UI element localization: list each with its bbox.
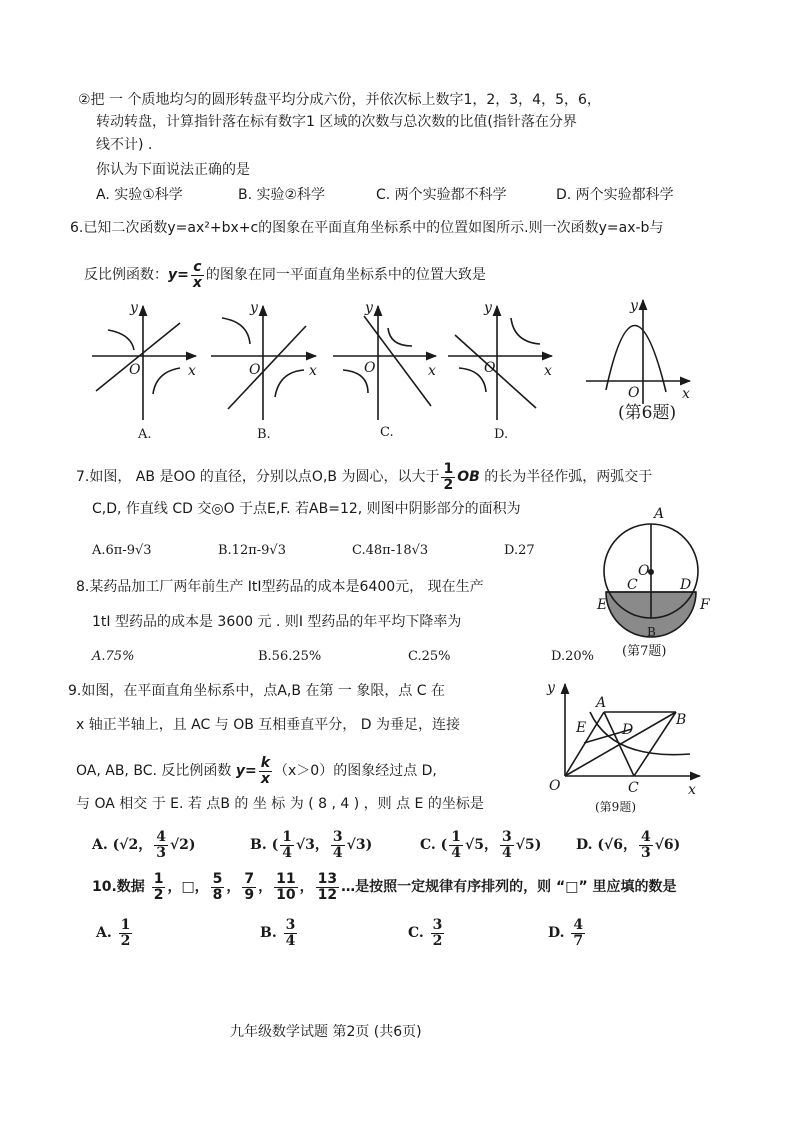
q5-option-c: C. 两个实验都不科学: [376, 187, 507, 203]
q7-label-o: O: [638, 563, 650, 579]
q9-caption: (第9题): [595, 800, 636, 814]
q10-option-b: B. $\frac{3}{4}$: [260, 917, 296, 949]
q9-label-d: D: [622, 722, 634, 738]
fraction-half: $\frac{1}{2}$: [443, 461, 454, 493]
q9-label-y: y: [547, 680, 555, 696]
q9-line2: x 轴正半轴上，且 AC 与 OB 互相垂直平分， D 为垂足，连接: [76, 717, 460, 733]
q9-label-e: E: [576, 720, 587, 736]
parabola-y: y: [630, 298, 638, 314]
q9-label-o: O: [549, 778, 561, 794]
seq-item-3: $\frac{5}{8}$: [212, 871, 223, 903]
q9-label-c: C: [628, 780, 639, 796]
q7-label-a: A: [654, 506, 665, 522]
page-footer: 九年级数学试题 第2页 (共6页): [230, 1024, 422, 1040]
graph-a-label: A.: [138, 427, 152, 442]
seq-item-6: $\frac{13}{12}$: [317, 871, 338, 903]
q9-label-x: x: [688, 782, 696, 798]
q9-line4: 与 OA 相交 于 E. 若 点B 的 坐 标 为 ( 8 , 4 ) ，则 点 E 的坐标是: [76, 796, 484, 812]
q7-option-d: D.27: [504, 543, 535, 558]
q5-experiment2-line1: ②把 一 个质地均匀的圆形转盘平均分成六份，并依次标上数字1，2，3，4，5，6，: [78, 92, 601, 108]
graph-b-origin: O: [249, 362, 261, 378]
q7-line1: 7.如图， AB 是OO 的直径，分别以点O,B 为圆心，以大于 $\frac{1}{2}$ OB 的长为半径作弧，两弧交于: [76, 461, 653, 493]
graph-a-y: y: [130, 300, 138, 316]
q8-line2: 1tI 型药品的成本是 3600 元 . 则I 型药品的年平均下降率为: [92, 614, 462, 630]
graph-b-label: B.: [257, 427, 271, 442]
graph-d-label: D.: [494, 427, 509, 442]
graph-c-x: x: [428, 363, 436, 379]
q6-line1: 6.已知二次函数y=ax²+bx+c的图象在平面直角坐标系中的位置如图所示.则一次函数y=ax-b与: [70, 220, 664, 236]
seq-item-1: $\frac{1}{2}$: [153, 871, 164, 903]
q10-option-a: A. $\frac{1}{2}$: [96, 917, 131, 949]
graph-c-origin: O: [364, 360, 376, 376]
q5-option-a: A. 实验①科学: [96, 187, 183, 203]
graph-d-origin: O: [484, 360, 496, 376]
seq-item-blank: □: [181, 879, 195, 896]
fraction-c-over-x: $\frac{c}{x}$: [192, 259, 202, 291]
q10-sequence: 10.数据 $\frac{1}{2}$ ，□， $\frac{5}{8}$ ， $\frac{7}{9}$ ， $\frac{11}{10}$ ， $\frac{13}{12}$ …是按照一定规律有序排列的，则 “□” 里应填的数是: [92, 871, 677, 903]
q8-option-d: D.20%: [551, 649, 594, 664]
q5-option-b: B. 实验②科学: [238, 187, 326, 203]
parabola-origin: O: [628, 385, 640, 401]
q5-prompt: 你认为下面说法正确的是: [96, 162, 250, 178]
q7-label-f: F: [700, 597, 710, 613]
q7-label-d: D: [680, 577, 692, 593]
q9-line3: OA, AB, BC. 反比例函数 y= $\frac{k}{x}$ （x＞0）的图象经过点 D,: [76, 755, 437, 787]
seq-item-5: $\frac{11}{10}$: [276, 871, 296, 903]
q7-option-c: C.48π-18√3: [352, 543, 429, 558]
q7-option-a: A.6π-9√3: [92, 543, 152, 558]
q6-caption: (第6题): [618, 403, 677, 423]
graph-d: [448, 306, 552, 420]
q5-option-d: D. 两个实验都科学: [556, 187, 674, 203]
parabola-x: x: [682, 386, 690, 402]
q9-label-b: B: [676, 712, 687, 728]
graph-b: [211, 306, 316, 420]
q10-option-d: D. $\frac{4}{7}$: [548, 917, 584, 949]
graph-a: [92, 306, 196, 420]
q8-option-b: B.56.25%: [258, 649, 322, 664]
graph-c-y: y: [365, 300, 373, 316]
q9-label-a: A: [596, 695, 607, 711]
seq-item-4: $\frac{7}{9}$: [244, 871, 255, 903]
q10-option-c: C. $\frac{3}{2}$: [408, 917, 443, 949]
graph-a-x: x: [188, 363, 196, 379]
q5-experiment2-line2: 转动转盘，计算指针落在标有数字1 区域的次数与总次数的比值(指针落在分界: [96, 114, 577, 130]
q7-option-b: B.12π-9√3: [218, 543, 286, 558]
q7-label-c: C: [627, 577, 638, 593]
q8-option-c: C.25%: [408, 649, 451, 664]
q7-caption: (第7题): [622, 644, 667, 659]
graph-c-label: C.: [380, 425, 394, 440]
graph-d-y: y: [484, 300, 492, 316]
q8-option-a: A.75%: [92, 649, 135, 664]
q6-line2: 反比例函数：y= $\frac{c}{x}$ 的图象在同一平面直角坐标系中的位置大致是: [84, 259, 486, 291]
fraction-k-over-x: $\frac{k}{x}$: [260, 755, 270, 787]
graph-c: [333, 306, 436, 420]
q8-line1: 8.某药品加工厂两年前生产 ItI型药品的成本是6400元， 现在生产: [76, 579, 484, 595]
q7-line2: C,D, 作直线 CD 交◎O 于点E,F. 若AB=12, 则图中阴影部分的面积为: [92, 501, 521, 517]
q9-option-b: B. ( $\frac{1}{4}$ √3， $\frac{3}{4}$ √3): [250, 829, 373, 861]
q9-option-a: A. (√2， $\frac{4}{3}$ √2): [92, 829, 196, 861]
q9-option-d: D. (√6， $\frac{4}{3}$ √6): [576, 829, 681, 861]
q7-label-b: B: [647, 625, 656, 639]
q5-experiment2-line3: 线不计) .: [96, 137, 153, 153]
graph-b-y: y: [250, 300, 258, 316]
graph-a-origin: O: [129, 362, 141, 378]
q9-option-c: C. ( $\frac{1}{4}$ √5， $\frac{3}{4}$ √5): [420, 829, 542, 861]
q7-label-e: E: [597, 597, 608, 613]
graph-b-x: x: [309, 363, 317, 379]
graph-d-x: x: [544, 363, 552, 379]
q9-line1: 9.如图，在平面直角坐标系中，点A,B 在第 一 象限，点 C 在: [68, 683, 446, 699]
